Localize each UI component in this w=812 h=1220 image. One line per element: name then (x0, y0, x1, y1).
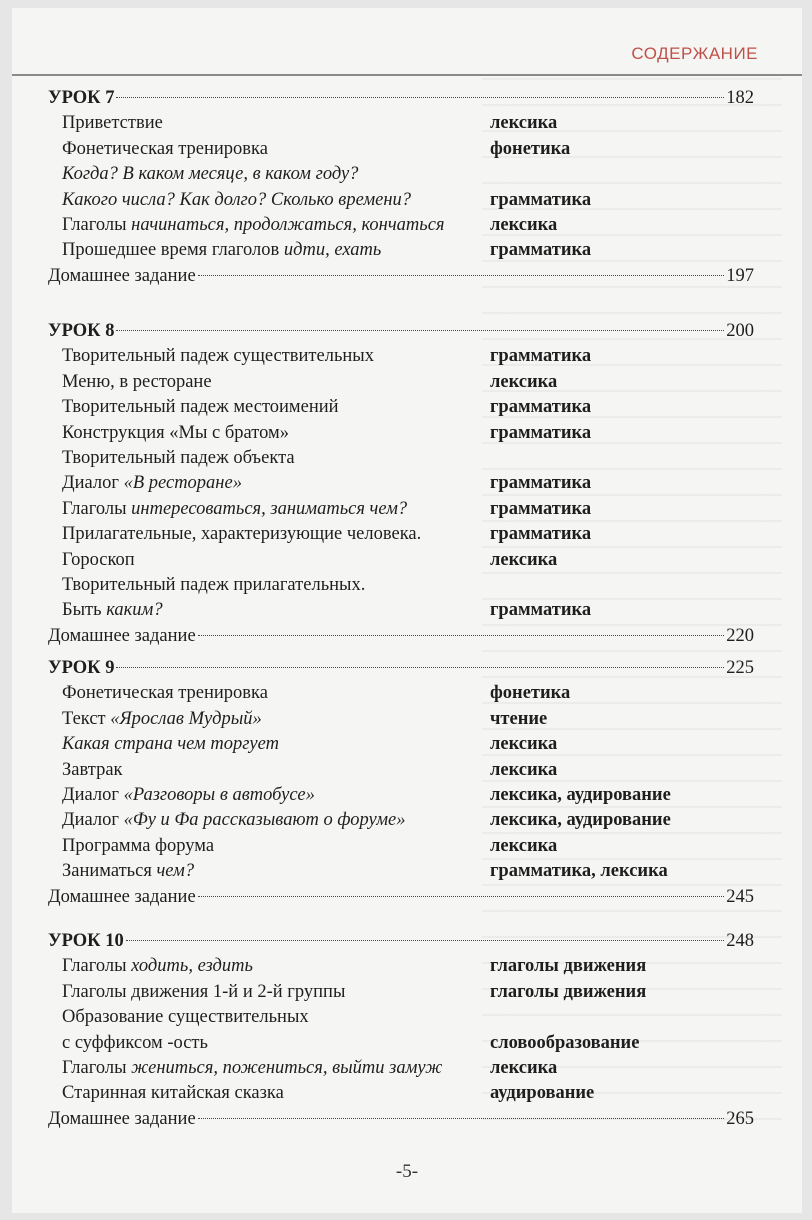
toc-topic[interactable] (62, 1056, 442, 1080)
toc-topic[interactable] (62, 421, 289, 445)
dot-leader (198, 275, 725, 276)
header-title: СОДЕРЖАНИЕ (631, 44, 758, 63)
topic-category: лексика (490, 734, 558, 755)
topic-category: грамматика (490, 473, 592, 494)
topic-category: грамматика (490, 346, 592, 367)
toc-topic[interactable] (62, 808, 406, 832)
toc-topic[interactable] (62, 137, 268, 161)
homework-page-number: 197 (726, 265, 754, 286)
lesson-page-number: 200 (726, 321, 754, 341)
topic-category: грамматика (490, 600, 592, 621)
toc-topic[interactable] (62, 111, 163, 135)
topic-text: Текст (62, 708, 111, 729)
book-page (12, 8, 802, 1213)
toc-topic[interactable] (62, 1005, 309, 1029)
topic-category: лексика (490, 371, 558, 392)
toc-topic[interactable] (62, 522, 421, 546)
topic-text: Когда? В каком месяце, в каком году? (62, 164, 359, 185)
lesson-heading[interactable] (48, 86, 754, 110)
topic-text: Диалог (62, 810, 124, 831)
homework-row[interactable] (48, 1107, 754, 1131)
topic-category: грамматика (490, 189, 592, 210)
lesson-heading[interactable] (48, 319, 754, 343)
topic-category: фонетика (490, 138, 571, 159)
toc-topic[interactable] (62, 446, 295, 470)
topic-category: грамматика (490, 240, 592, 261)
topic-text-italic: «Фу и Фа рассказывают о форуме» (123, 810, 406, 831)
topic-text: с суффиксом -ость (62, 1032, 208, 1053)
topic-text: Конструкция «Мы с братом» (62, 422, 289, 443)
toc-topic[interactable] (62, 598, 163, 622)
toc-topic[interactable] (62, 732, 279, 756)
toc-topic[interactable] (62, 707, 262, 731)
topic-text: Творительный падеж объекта (62, 448, 295, 468)
topic-category: лексика (490, 113, 558, 134)
toc-topic[interactable] (62, 1081, 284, 1105)
toc-topic[interactable] (62, 980, 345, 1004)
topic-text: Заниматься (62, 861, 157, 882)
topic-category: грамматика (490, 524, 592, 545)
homework-label: Домашнее задание (48, 625, 196, 646)
topic-text: Завтрак (62, 759, 123, 780)
topic-text: Диалог (62, 473, 124, 494)
homework-row[interactable] (48, 885, 754, 909)
topic-category: грамматика (490, 498, 592, 519)
topic-text: Фонетическая тренировка (62, 138, 268, 159)
homework-page-number: 245 (726, 886, 754, 907)
topic-text: Глаголы движения 1-й и 2-й группы (62, 981, 346, 1002)
topic-text: Гороскоп (62, 549, 135, 570)
toc-topic[interactable] (62, 681, 268, 705)
topic-text: Программа форума (62, 835, 215, 856)
topic-category: грамматика (490, 422, 592, 443)
topic-text-italic: «В ресторане» (123, 473, 242, 494)
homework-label: Домашнее задание (48, 265, 196, 286)
lesson-page-number: 248 (726, 931, 754, 951)
topic-category: лексика (490, 549, 558, 570)
topic-category: лексика, аудирование (490, 810, 671, 831)
dot-leader (116, 667, 724, 668)
homework-page-number: 265 (726, 1108, 754, 1129)
topic-text: Какая страна чем торгует (62, 734, 279, 755)
topic-text: Глаголы (62, 215, 132, 235)
topic-text-italic: интересоваться, заниматься чем? (131, 498, 408, 519)
toc-topic[interactable] (62, 783, 315, 807)
topic-category: чтение (490, 708, 548, 729)
lesson-title: УРОК 10 (48, 931, 124, 951)
toc-topic[interactable] (62, 859, 194, 883)
topic-category: аудирование (490, 1083, 595, 1104)
toc-topic[interactable] (62, 395, 339, 419)
dot-leader (198, 1118, 725, 1119)
toc-topic[interactable] (62, 188, 411, 212)
dot-leader (116, 330, 724, 331)
lesson-heading[interactable] (48, 656, 754, 680)
toc-topic[interactable] (62, 548, 135, 572)
homework-label: Домашнее задание (48, 886, 196, 907)
dot-leader (126, 940, 725, 941)
topic-category: лексика (490, 835, 558, 856)
page-header (12, 8, 802, 76)
toc-topic[interactable] (62, 1031, 208, 1055)
topic-text-italic: «Разговоры в автобусе» (123, 785, 315, 805)
topic-category: грамматика, лексика (490, 861, 668, 882)
toc-topic[interactable] (62, 573, 365, 597)
topic-text-italic: идти, ехать (283, 240, 382, 261)
topic-text-italic: «Ярослав Мудрый» (110, 708, 262, 729)
homework-label: Домашнее задание (48, 1108, 196, 1129)
topic-text: Образование существительных (62, 1007, 309, 1028)
dot-leader (198, 896, 725, 897)
topic-text: Меню, в ресторане (62, 371, 212, 392)
topic-category: лексика (490, 1058, 558, 1078)
topic-category: грамматика (490, 397, 592, 418)
topic-text: Фонетическая тренировка (62, 683, 268, 704)
topic-text: Глаголы (62, 498, 132, 519)
toc-topic[interactable] (62, 213, 445, 237)
toc-topic[interactable] (62, 344, 374, 368)
topic-text-italic: чем? (156, 861, 195, 882)
toc-topic[interactable] (62, 238, 381, 262)
toc-topic[interactable] (62, 758, 123, 782)
lesson-page-number: 182 (726, 88, 754, 108)
homework-row[interactable] (48, 264, 754, 288)
topic-category: лексика, аудирование (490, 785, 671, 805)
lesson-title: УРОК 7 (48, 88, 115, 108)
topic-text: Приветствие (62, 113, 163, 134)
toc-topic[interactable] (62, 162, 358, 186)
topic-category: фонетика (490, 683, 571, 704)
topic-category: глаголы движения (490, 956, 647, 977)
topic-text-italic: жениться, пожениться, выйти замуж (131, 1058, 443, 1078)
lesson-title: УРОК 8 (48, 321, 115, 341)
topic-text: Диалог (62, 785, 124, 805)
topic-text-italic: ходить, ездить (131, 956, 253, 977)
dot-leader (116, 97, 724, 98)
topic-text-italic: каким? (106, 600, 163, 621)
topic-text: Глаголы (62, 956, 132, 977)
topic-text: Прошедшее время глаголов (62, 240, 284, 261)
topic-text: Творительный падеж существительных (62, 346, 374, 367)
lesson-page-number: 225 (726, 658, 754, 678)
lesson-title: УРОК 9 (48, 658, 115, 678)
topic-text: Глаголы (62, 1058, 132, 1078)
topic-text-italic: начинаться, продолжаться, кончаться (131, 215, 445, 235)
lesson-heading[interactable] (48, 929, 754, 953)
page-number: -5- (395, 1161, 419, 1182)
topic-text: Творительный падеж местоимений (62, 397, 339, 418)
topic-text: Какого числа? Как долго? Сколько времени? (62, 189, 412, 210)
dot-leader (198, 635, 725, 636)
toc-topic[interactable] (62, 954, 253, 978)
toc-topic[interactable] (62, 834, 214, 858)
topic-text: Творительный падеж прилагательных. (62, 575, 366, 595)
topic-text: Прилагательные, характеризующие человека. (62, 524, 422, 545)
topic-category: лексика (490, 215, 558, 235)
topic-text: Старинная китайская сказка (62, 1083, 284, 1104)
topic-category: словообразование (490, 1032, 640, 1053)
homework-page-number: 220 (726, 625, 754, 646)
toc-topic[interactable] (62, 497, 407, 521)
topic-category: глаголы движения (490, 981, 647, 1002)
topic-text: Быть (62, 600, 107, 621)
toc-topic[interactable] (62, 370, 212, 394)
toc-topic[interactable] (62, 471, 242, 495)
topic-category: лексика (490, 759, 558, 780)
homework-row[interactable] (48, 624, 754, 648)
